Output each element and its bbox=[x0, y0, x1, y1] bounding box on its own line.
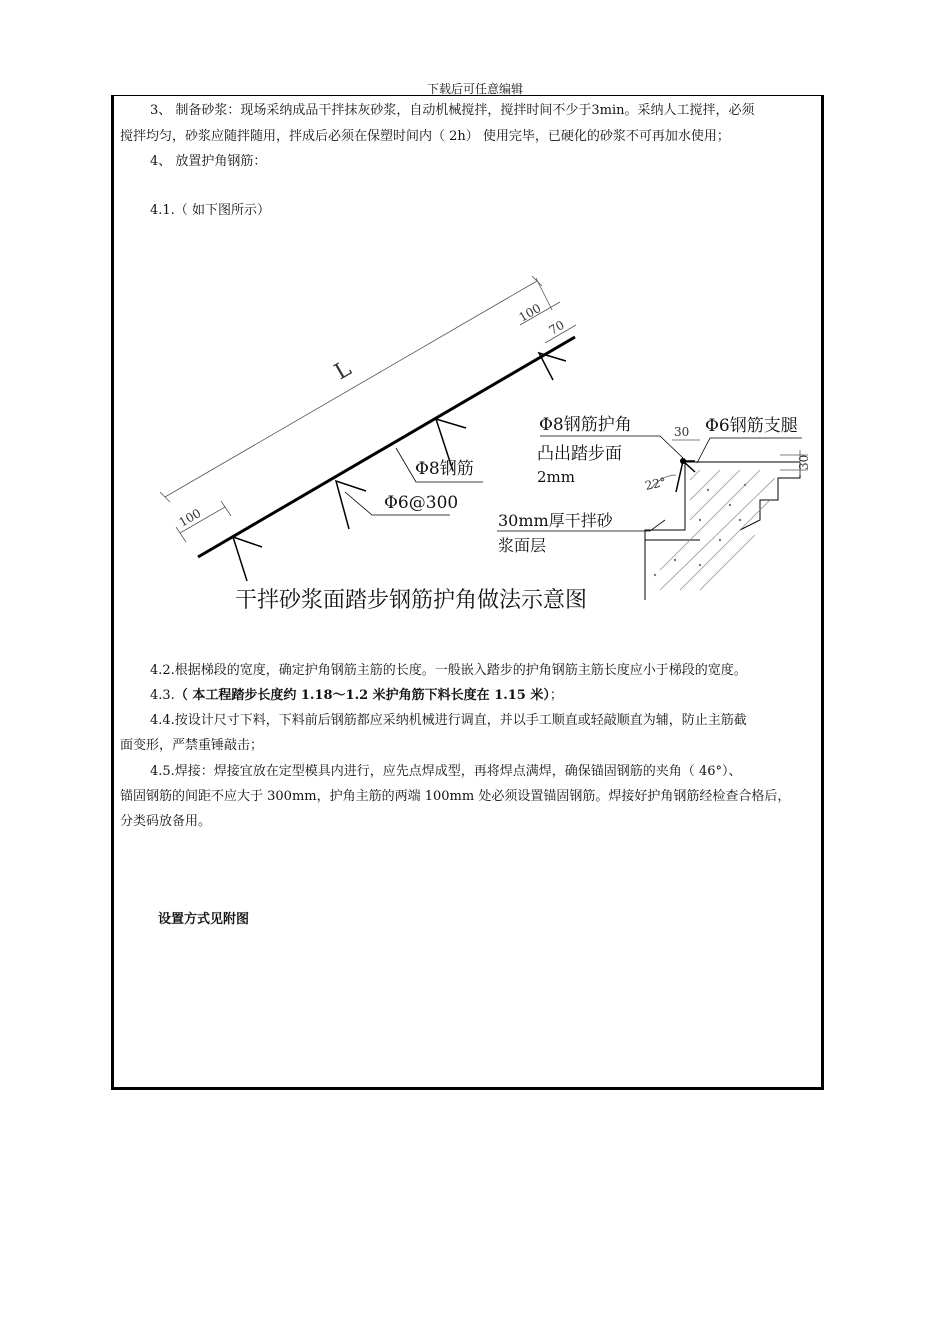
dim-70: 70 bbox=[546, 317, 567, 338]
paragraph-3-line2: 搅拌均匀，砂浆应随拌随用，拌成后必须在保塑时间内（ 2h） 使用完毕，已硬化的砂浆不可再加水使用； bbox=[120, 129, 730, 144]
paragraph-4: 4、 放置护角钢筋： bbox=[150, 154, 267, 169]
label-corner-bar: Φ8钢筋护角 bbox=[539, 415, 632, 435]
paragraph-4-4-line1: 4.4.按设计尺寸下料，下料前后钢筋都应采纳机械进行调直，并以手工顺直或轻敲顺直为辅，防止主筋截 bbox=[150, 713, 747, 728]
rebar-corner-diagram bbox=[0, 0, 950, 640]
paragraph-4-5-line2: 锚固钢筋的间距不应大于 300mm，护角主筋的两端 100mm 处必须设置锚固钢筋。焊接好护角钢筋经检查合格后， bbox=[120, 789, 791, 804]
paragraph-4-3 bbox=[150, 684, 820, 708]
paragraph-4-5-line3: 分类码放备用。 bbox=[120, 814, 212, 829]
dim-length-label: L bbox=[330, 356, 356, 386]
p43-suffix: ； bbox=[549, 688, 563, 703]
label-protrude-2: 2mm bbox=[537, 468, 575, 486]
label-main-bar: Φ8钢筋 bbox=[415, 459, 474, 479]
angle-label: 22° bbox=[643, 474, 668, 493]
dim-100-top: 100 bbox=[516, 301, 544, 325]
p43-bold: （ 本工程踏步长度约 1.18～1.2 米护角筋下料长度在 1.15 米） bbox=[174, 688, 550, 703]
paragraph-4-2: 4.2.根据梯段的宽度，确定护角钢筋主筋的长度。一般嵌入踏步的护角钢筋主筋长度应小于梯段的宽度。 bbox=[150, 663, 747, 678]
label-anchor: Φ6@300 bbox=[384, 493, 459, 513]
label-mortar-2: 浆面层 bbox=[498, 536, 547, 555]
paragraph-3-line1: 3、 制备砂浆：现场采纳成品干拌抹灰砂浆，自动机械搅拌，搅拌时间不少于3min。采纳人工搅拌，必须 bbox=[150, 103, 755, 118]
p43-prefix: 4.3. bbox=[150, 688, 175, 703]
page-header: 下载后可任意编辑 bbox=[426, 82, 523, 96]
dim-30-a: 30 bbox=[674, 425, 690, 439]
step-section bbox=[645, 462, 800, 600]
label-leg: Φ6钢筋支腿 bbox=[705, 416, 798, 436]
corner-bar-dot bbox=[680, 458, 686, 464]
dim-100-bottom: 100 bbox=[176, 506, 204, 530]
dim-30-b: 30 bbox=[797, 454, 811, 470]
label-protrude-1: 凸出踏步面 bbox=[537, 444, 622, 464]
paragraph-4-1: 4.1.（ 如下图所示） bbox=[150, 203, 270, 218]
paragraph-4-5-line1: 4.5.焊接：焊接宜放在定型模具内进行，应先点焊成型，再将焊点满焊，确保锚固钢筋的夹角（ 46°）、 bbox=[150, 764, 742, 779]
diagram-title: 干拌砂浆面踏步钢筋护角做法示意图 bbox=[235, 588, 588, 613]
detail-dimensions bbox=[652, 440, 808, 488]
paragraph-4-4-line2: 面变形，严禁重锤敲击； bbox=[120, 738, 264, 753]
attachment-note: 设置方式见附图 bbox=[158, 912, 250, 927]
label-mortar-1: 30mm厚干拌砂 bbox=[498, 511, 613, 530]
